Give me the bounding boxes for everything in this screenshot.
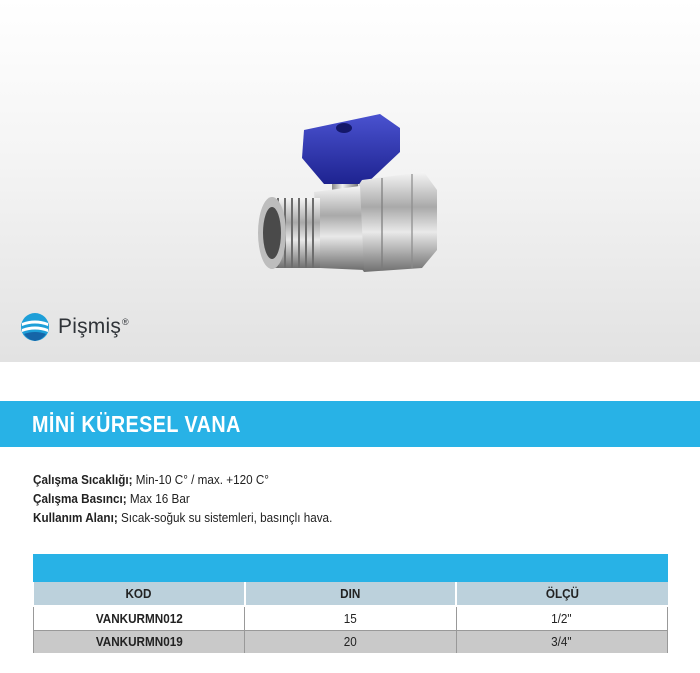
product-table — [33, 554, 668, 655]
column-header-olcu: ÖLÇÜ — [456, 582, 667, 606]
table-row — [34, 630, 668, 654]
registered-mark: ® — [122, 317, 129, 327]
cell-size: 1/2" — [456, 606, 667, 630]
pismis-logo-icon — [20, 312, 50, 342]
cell-din: 20 — [245, 630, 456, 654]
spec-usage-area: Kullanım Alanı; Sıcak-soğuk su sistemleri, basınçlı hava. — [33, 510, 333, 525]
table-header-row — [34, 582, 668, 606]
product-title-bar — [0, 401, 700, 447]
table-row — [34, 606, 668, 630]
mini-ball-valve-image — [232, 100, 462, 290]
product-code-table — [33, 582, 668, 655]
spec-list — [33, 470, 673, 527]
cell-code: VANKURMN012 — [34, 606, 245, 630]
table-header-bar — [33, 554, 668, 582]
brand-logo-group — [20, 311, 129, 343]
cell-code: VANKURMN019 — [34, 630, 245, 654]
spec-working-temperature: Çalışma Sıcaklığı; Min-10 C° / max. +120 C° — [33, 472, 269, 487]
spec-working-pressure: Çalışma Basıncı; Max 16 Bar — [33, 491, 190, 506]
column-header-kod: KOD — [34, 582, 245, 606]
product-title: MİNİ KÜRESEL VANA — [32, 410, 241, 437]
cell-size: 3/4" — [456, 630, 667, 654]
cell-din: 15 — [245, 606, 456, 630]
column-header-din: DIN — [245, 582, 456, 606]
brand-name: Pişmiş® — [58, 315, 129, 338]
